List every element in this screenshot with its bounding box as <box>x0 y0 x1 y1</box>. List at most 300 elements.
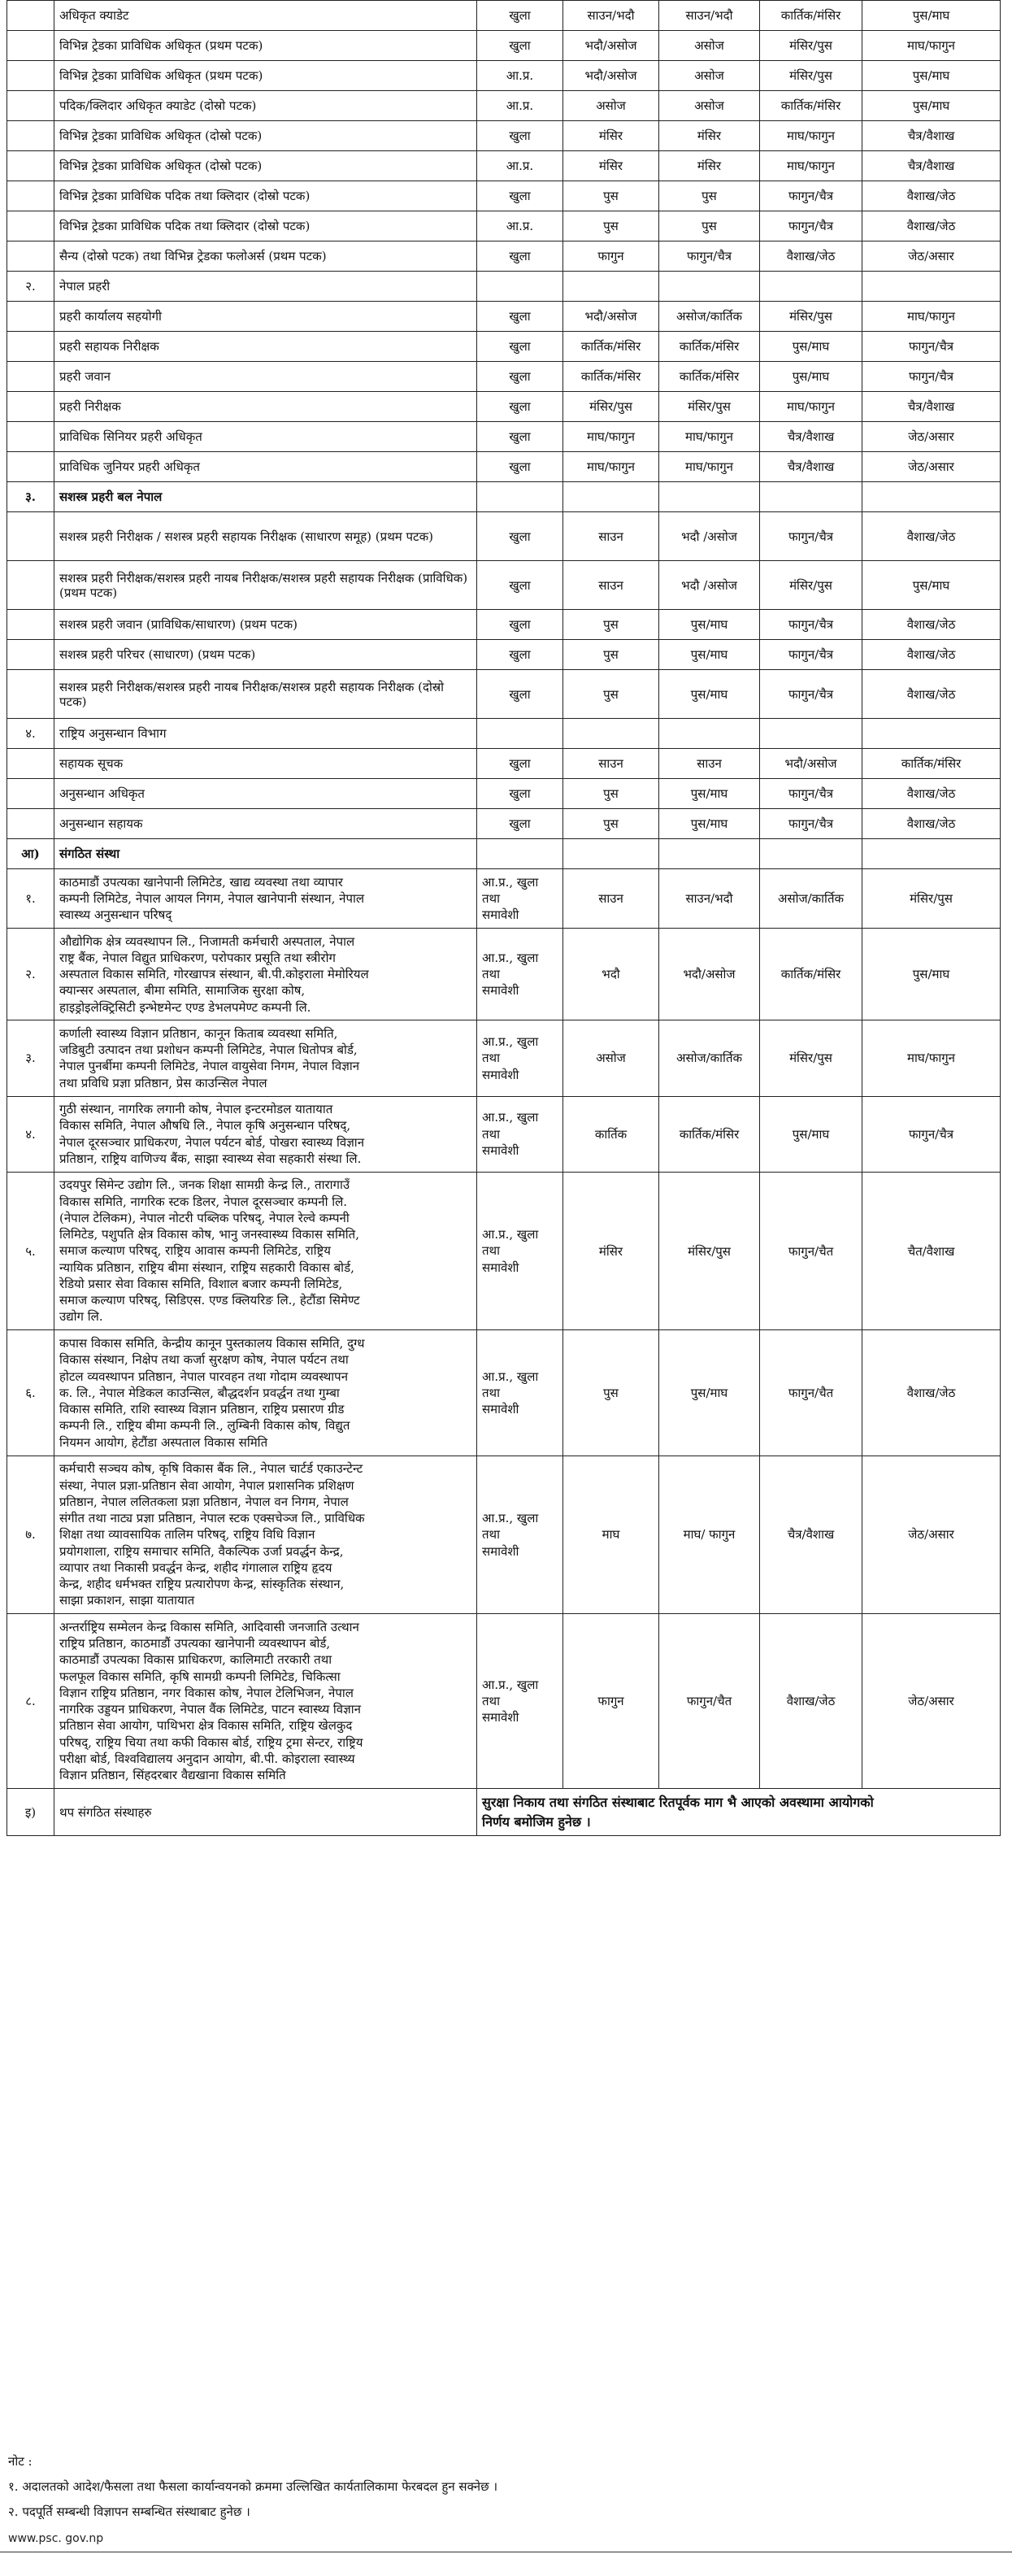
serial-cell <box>7 151 54 181</box>
schedule-cell-1: मंसिर <box>563 1172 659 1330</box>
schedule-cell-3: चैत्र/वैशाख <box>760 452 862 482</box>
schedule-cell-4: कार्तिक/मंसिर <box>862 749 1001 779</box>
note-item: २. पदपूर्ति सम्बन्धी विज्ञापन सम्बन्धित संस्थाबाट हुनेछ । <box>8 2504 250 2519</box>
competition-type-cell <box>477 869 563 929</box>
section-number: २. <box>7 272 54 302</box>
empty-cell <box>862 272 1001 302</box>
schedule-cell-3: मंसिर/पुस <box>760 31 862 61</box>
schedule-cell-2: माघ/फागुन <box>659 422 760 452</box>
competition-type-cell: खुला <box>477 809 563 839</box>
competition-type-line: तथा <box>482 967 501 982</box>
schedule-cell-1: मंसिर <box>563 121 659 151</box>
table-row <box>7 332 1001 362</box>
website-link[interactable]: www.psc. gov.np <box>8 2532 104 2545</box>
serial-cell <box>7 31 54 61</box>
organization-line: विकास समिति, राशि स्वास्थ्य विज्ञान प्रतिष्ठान, राष्ट्रिय प्रसारण ग्रीड <box>59 1402 345 1417</box>
organization-line: परीक्षा बोर्ड, विश्वविद्यालय अनुदान आयोग, बी.पी. कोइराला स्वास्थ्य <box>59 1751 355 1766</box>
schedule-cell-2: मंसिर <box>659 151 760 181</box>
organization-row <box>7 928 1001 1020</box>
schedule-cell-1: मंसिर <box>563 151 659 181</box>
schedule-cell-1: पुस <box>563 211 659 242</box>
schedule-cell-3: मंसिर/पुस <box>760 61 862 91</box>
schedule-cell-2: असोज <box>659 61 760 91</box>
section-number: इ) <box>7 1789 54 1836</box>
schedule-cell-3: पुस/माघ <box>760 1096 862 1172</box>
schedule-cell-4: पुस/माघ <box>862 61 1001 91</box>
organizations-cell <box>54 1456 477 1614</box>
organization-line: साझा प्रकाशन, साझा यातायात <box>59 1593 195 1608</box>
organization-row <box>7 1614 1001 1789</box>
schedule-cell-1: साउन/भदौ <box>563 1 659 31</box>
post-name-cell: सशस्त्र प्रहरी निरीक्षक/सशस्त्र प्रहरी नायब निरीक्षक/सशस्त्र प्रहरी सहायक निरीक्षक (प्राविधिक) (प्रथम पटक) <box>54 561 477 610</box>
schedule-cell-3: फागुन/चैत्र <box>760 610 862 640</box>
schedule-cell-1: भदौ/असोज <box>563 302 659 332</box>
competition-type-line: आ.प्र., खुला <box>482 1368 539 1384</box>
empty-cell <box>563 839 659 869</box>
schedule-cell-3: कार्तिक/मंसिर <box>760 928 862 1020</box>
serial-cell: ३. <box>7 1020 54 1096</box>
table-row <box>7 91 1001 121</box>
competition-type-cell <box>477 1456 563 1614</box>
competition-type-line: तथा <box>482 1126 501 1142</box>
section-number: आ) <box>7 839 54 869</box>
organization-line: विकास समिति, नेपाल औषधि लि., नेपाल कृषि अनुसन्धान परिषद्, <box>59 1118 351 1134</box>
schedule-cell-3: वैशाख/जेठ <box>760 1614 862 1789</box>
serial-cell <box>7 91 54 121</box>
schedule-cell-2: भदौ /असोज <box>659 561 760 610</box>
schedule-cell-2: फागुन/चैत <box>659 1614 760 1789</box>
organization-line: विज्ञान राष्ट्रिय प्रतिष्ठान, नगर विकास कोष, नेपाल टेलिभिजन, नेपाल <box>59 1685 354 1700</box>
organization-line: प्रतिष्ठान, नेपाल ललितकला प्रज्ञा प्रतिष्ठान, नेपाल वन निगम, नेपाल <box>59 1494 349 1509</box>
competition-type-line: तथा <box>482 1527 501 1543</box>
schedule-cell-2: असोज/कार्तिक <box>659 302 760 332</box>
organization-row <box>7 1096 1001 1172</box>
organization-line: नियमन आयोग, हेटौंडा अस्पताल विकास समिति <box>59 1434 268 1450</box>
competition-type-cell <box>477 1330 563 1456</box>
table-row <box>7 151 1001 181</box>
competition-type-cell: खुला <box>477 332 563 362</box>
schedule-cell-4: चैत्र/वैशाख <box>862 121 1001 151</box>
schedule-cell-2: पुस/माघ <box>659 610 760 640</box>
schedule-cell-3: भदौ/असोज <box>760 749 862 779</box>
serial-cell <box>7 809 54 839</box>
serial-cell <box>7 211 54 242</box>
competition-type-cell: आ.प्र. <box>477 61 563 91</box>
schedule-cell-2: असोज/कार्तिक <box>659 1020 760 1096</box>
competition-type-line: तथा <box>482 1051 501 1066</box>
schedule-cell-3: चैत्र/वैशाख <box>760 422 862 452</box>
section-title: सशस्त्र प्रहरी बल नेपाल <box>54 482 477 512</box>
organization-line: कम्पनी लिमिटेड, नेपाल आयल निगम, नेपाल खानेपानी संस्थान, नेपाल <box>59 890 365 906</box>
competition-type-cell: खुला <box>477 512 563 561</box>
competition-type-line: समावेशी <box>482 983 519 999</box>
schedule-cell-1: साउन <box>563 561 659 610</box>
schedule-cell-2: माघ/फागुन <box>659 452 760 482</box>
organization-line: नेपाल पुनर्बीमा कम्पनी लिमिटेड, नेपाल वायुसेवा निगम, नेपाल विज्ञान <box>59 1059 360 1074</box>
schedule-cell-3: माघ/फागुन <box>760 121 862 151</box>
table-row <box>7 211 1001 242</box>
organization-line: नागरिक उड्डयन प्राधिकरण, नेपाल वैंक लिमिटेड, पाटन स्वास्थ्य विज्ञान <box>59 1702 361 1717</box>
competition-type-line: समावेशी <box>482 1142 519 1158</box>
post-name-cell: प्राविधिक सिनियर प्रहरी अधिकृत <box>54 422 477 452</box>
serial-cell <box>7 640 54 670</box>
serial-cell <box>7 512 54 561</box>
organization-line: न्यायिक प्रतिष्ठान, राष्ट्रिय बीमा संस्थान, राष्ट्रिय सहकारी विकास बोर्ड, <box>59 1260 354 1275</box>
schedule-cell-3: कार्तिक/मंसिर <box>760 1 862 31</box>
organization-line: उदयपुर सिमेन्ट उद्योग लि., जनक शिक्षा सामग्री केन्द्र लि., तारागाउँ <box>59 1177 350 1193</box>
empty-cell <box>760 482 862 512</box>
post-name-cell: प्रहरी निरीक्षक <box>54 392 477 422</box>
schedule-cell-4: जेठ/असार <box>862 1614 1001 1789</box>
schedule-cell-2: पुस/माघ <box>659 809 760 839</box>
schedule-cell-2: साउन/भदौ <box>659 1 760 31</box>
organization-line: काठमाडौं उपत्यका विकास प्राधिकरण, कालिमाटी तरकारी तथा <box>59 1652 332 1668</box>
post-name-cell: विभिन्न ट्रेडका प्राविधिक अधिकृत (प्रथम पटक) <box>54 61 477 91</box>
section-header-row <box>7 719 1001 749</box>
schedule-cell-4: माघ/फागुन <box>862 1020 1001 1096</box>
organization-line: कपास विकास समिति, केन्द्रीय कानून पुस्तकालय विकास समिति, दुग्ध <box>59 1336 365 1351</box>
schedule-cell-3: फागुन/चैत <box>760 1330 862 1456</box>
organization-line: विकास समिति, नागरिक स्टक डिलर, नेपाल दूरसञ्चार कम्पनी लि. <box>59 1194 348 1209</box>
schedule-cell-1: पुस <box>563 779 659 809</box>
competition-type-cell <box>477 928 563 1020</box>
competition-type-cell <box>477 1614 563 1789</box>
organization-line: लिमिटेड, पशुपति क्षेत्र विकास कोष, भानु जनस्वास्थ्य विकास समिति, <box>59 1227 359 1242</box>
serial-cell <box>7 452 54 482</box>
schedule-cell-1: पुस <box>563 610 659 640</box>
note-item: १. अदालतको आदेश/फैसला तथा फैसला कार्यान्वयनको क्रममा उल्लिखित कार्यतालिकामा फेरबदल हुन सक्नेछ । <box>8 2478 498 2494</box>
competition-type-line: तथा <box>482 1385 501 1400</box>
organization-row <box>7 1456 1001 1614</box>
schedule-cell-1: पुस <box>563 640 659 670</box>
schedule-cell-2: असोज <box>659 31 760 61</box>
table-row <box>7 610 1001 640</box>
serial-cell <box>7 749 54 779</box>
organizations-cell <box>54 869 477 929</box>
schedule-cell-1: साउन <box>563 749 659 779</box>
schedule-cell-4: वैशाख/जेठ <box>862 809 1001 839</box>
serial-cell: ७. <box>7 1456 54 1614</box>
competition-type-cell: खुला <box>477 392 563 422</box>
schedule-cell-4: चैत्र/वैशाख <box>862 151 1001 181</box>
post-name-cell: विभिन्न ट्रेडका प्राविधिक अधिकृत (दोस्रो पटक) <box>54 121 477 151</box>
competition-type-line: तथा <box>482 1243 501 1259</box>
schedule-cell-3: मंसिर/पुस <box>760 561 862 610</box>
serial-cell <box>7 302 54 332</box>
schedule-cell-2: असोज <box>659 91 760 121</box>
schedule-cell-4: वैशाख/जेठ <box>862 640 1001 670</box>
competition-type-line: समावेशी <box>482 1260 519 1275</box>
section-header-row <box>7 272 1001 302</box>
competition-type-cell: खुला <box>477 242 563 272</box>
organization-line: समाज कल्याण परिषद्, राष्ट्रिय आवास कम्पनी लिमिटेड, राष्ट्रिय <box>59 1243 331 1259</box>
organization-line: क्यान्सर अस्पताल, बीमा समिति, सामाजिक सुरक्षा कोष, <box>59 983 306 999</box>
organization-line: अन्तर्राष्ट्रिय सम्मेलन केन्द्र विकास समिति, आदिवासी जनजाति उत्थान <box>59 1619 359 1634</box>
table-row <box>7 302 1001 332</box>
schedule-cell-1: भदौ/असोज <box>563 61 659 91</box>
table-row <box>7 422 1001 452</box>
organization-line: प्रतिष्ठान सेवा आयोग, पाथिभरा क्षेत्र विकास समिति, राष्ट्रिय खेलकुद <box>59 1718 353 1734</box>
section-title: थप संगठित संस्थाहरु <box>54 1789 477 1836</box>
table-row <box>7 670 1001 719</box>
schedule-cell-3: पुस/माघ <box>760 362 862 392</box>
organization-line: कर्णाली स्वास्थ्य विज्ञान प्रतिष्ठान, कानून किताब व्यवस्था समिति, <box>59 1025 338 1041</box>
competition-type-line: आ.प्र., खुला <box>482 950 539 965</box>
schedule-cell-2: पुस <box>659 211 760 242</box>
schedule-cell-1: पुस <box>563 809 659 839</box>
competition-type-cell: खुला <box>477 561 563 610</box>
organizations-cell <box>54 1330 477 1456</box>
schedule-cell-3: फागुन/चैत्र <box>760 512 862 561</box>
post-name-cell: सहायक सूचक <box>54 749 477 779</box>
competition-type-line: तथा <box>482 890 501 906</box>
organization-line: अस्पताल विकास समिति, गोरखापत्र संस्थान, बी.पी.कोइराला मेमोरियल <box>59 967 369 982</box>
empty-cell <box>862 719 1001 749</box>
schedule-cell-2: मंसिर/पुस <box>659 1172 760 1330</box>
competition-type-cell: खुला <box>477 670 563 719</box>
table-row <box>7 181 1001 211</box>
table-row <box>7 362 1001 392</box>
organization-line: औद्योगिक क्षेत्र व्यवस्थापन लि., निजामती कर्मचारी अस्पताल, नेपाल <box>59 933 355 949</box>
competition-type-cell <box>477 1096 563 1172</box>
competition-type-cell <box>477 1172 563 1330</box>
competition-type-cell: खुला <box>477 121 563 151</box>
organization-line: परिषद्, राष्ट्रिय चिया तथा कफी विकास बोर्ड, राष्ट्रिय ट्रमा सेन्टर, राष्ट्रिय <box>59 1734 363 1750</box>
schedule-cell-3: पुस/माघ <box>760 332 862 362</box>
organization-line: व्यापार तथा निकासी प्रवर्द्धन केन्द्र, शहीद गंगालाल राष्ट्रिय हृदय <box>59 1560 332 1575</box>
competition-type-cell: खुला <box>477 779 563 809</box>
schedule-cell-3: फागुन/चैत्र <box>760 809 862 839</box>
serial-cell <box>7 61 54 91</box>
post-name-cell: अनुसन्धान सहायक <box>54 809 477 839</box>
table-row <box>7 1 1001 31</box>
competition-type-cell: खुला <box>477 302 563 332</box>
competition-type-line: समावेशी <box>482 1402 519 1417</box>
organization-line: विकास संस्थान, निक्षेप तथा कर्जा सुरक्षण कोष, नेपाल पर्यटन तथा <box>59 1352 349 1368</box>
schedule-cell-3: कार्तिक/मंसिर <box>760 91 862 121</box>
section-number: ३. <box>7 482 54 512</box>
post-name-cell: सशस्त्र प्रहरी निरीक्षक / सशस्त्र प्रहरी सहायक निरीक्षक (साधारण समूह) (प्रथम पटक) <box>54 512 477 561</box>
table-row <box>7 31 1001 61</box>
competition-type-cell: खुला <box>477 749 563 779</box>
empty-cell <box>760 719 862 749</box>
section-title: संगठित संस्था <box>54 839 477 869</box>
serial-cell <box>7 242 54 272</box>
serial-cell <box>7 181 54 211</box>
organization-line: समाज कल्याण परिषद्, सिडिएस. एण्ड क्लियरिङ लि., हेटौंडा सिमेण्ट <box>59 1293 360 1308</box>
schedule-cell-1: साउन <box>563 512 659 561</box>
post-name-cell: सशस्त्र प्रहरी निरीक्षक/सशस्त्र प्रहरी नायब निरीक्षक/सशस्त्र प्रहरी सहायक निरीक्षक (दोस्रो पटक) <box>54 670 477 719</box>
schedule-cell-2: कार्तिक/मंसिर <box>659 332 760 362</box>
schedule-cell-4: वैशाख/जेठ <box>862 779 1001 809</box>
empty-cell <box>477 272 563 302</box>
organization-line: संस्था, नेपाल प्रज्ञा-प्रतिष्ठान सेवा आयोग, नेपाल प्रशासनिक प्रशिक्षण <box>59 1477 354 1493</box>
schedule-cell-3: फागुन/चैत्र <box>760 779 862 809</box>
post-name-cell: प्रहरी जवान <box>54 362 477 392</box>
post-name-cell: पदिक/क्लिदार अधिकृत क्याडेट (दोस्रो पटक) <box>54 91 477 121</box>
organization-line: नेपाल दूरसञ्चार प्राधिकरण, नेपाल पर्यटन बोर्ड, पोखरा स्वास्थ्य विज्ञान <box>59 1134 365 1150</box>
table-row <box>7 61 1001 91</box>
empty-cell <box>862 482 1001 512</box>
table-row <box>7 561 1001 610</box>
serial-cell <box>7 1 54 31</box>
table-row <box>7 242 1001 272</box>
schedule-cell-4: चैत/वैशाख <box>862 1172 1001 1330</box>
serial-cell <box>7 670 54 719</box>
organization-row <box>7 1020 1001 1096</box>
section-number: ४. <box>7 719 54 749</box>
note-line: निर्णय बमोजिम हुनेछ । <box>482 1813 591 1830</box>
schedule-cell-1: फागुन <box>563 1614 659 1789</box>
schedule-cell-1: पुस <box>563 1330 659 1456</box>
schedule-cell-1: पुस <box>563 181 659 211</box>
competition-type-cell: खुला <box>477 640 563 670</box>
organizations-cell <box>54 1172 477 1330</box>
table-row <box>7 749 1001 779</box>
schedule-sheet <box>7 0 1005 1836</box>
empty-cell <box>659 482 760 512</box>
organizations-cell <box>54 1614 477 1789</box>
schedule-cell-2: माघ/ फागुन <box>659 1456 760 1614</box>
competition-type-line: आ.प्र., खुला <box>482 1677 539 1692</box>
serial-cell <box>7 332 54 362</box>
exam-schedule-table <box>7 0 1001 1836</box>
organization-line: फलफूल विकास समिति, कृषि सामग्री कम्पनी लिमिटेड, चिकित्सा <box>59 1669 341 1684</box>
competition-type-cell: खुला <box>477 362 563 392</box>
serial-cell: २. <box>7 928 54 1020</box>
empty-cell <box>862 839 1001 869</box>
table-row <box>7 121 1001 151</box>
schedule-cell-4: वैशाख/जेठ <box>862 211 1001 242</box>
competition-type-line: समावेशी <box>482 1067 519 1082</box>
schedule-cell-3: फागुन/चैत <box>760 1172 862 1330</box>
table-row <box>7 512 1001 561</box>
table-row <box>7 779 1001 809</box>
organization-line: तथा प्रविधि प्रज्ञा प्रतिष्ठान, प्रेस काउन्सिल नेपाल <box>59 1075 267 1090</box>
schedule-cell-4: मंसिर/पुस <box>862 869 1001 929</box>
schedule-cell-2: मंसिर <box>659 121 760 151</box>
competition-type-cell: खुला <box>477 31 563 61</box>
schedule-cell-1: साउन <box>563 869 659 929</box>
schedule-cell-4: माघ/फागुन <box>862 31 1001 61</box>
schedule-cell-4: पुस/माघ <box>862 91 1001 121</box>
post-name-cell: सैन्य (दोस्रो पटक) तथा विभिन्न ट्रेडका फलोअर्स (प्रथम पटक) <box>54 242 477 272</box>
schedule-cell-1: कार्तिक/मंसिर <box>563 332 659 362</box>
organizations-cell <box>54 1020 477 1096</box>
empty-cell <box>477 839 563 869</box>
schedule-cell-2: पुस/माघ <box>659 670 760 719</box>
schedule-cell-1: भदौ/असोज <box>563 31 659 61</box>
schedule-cell-1: असोज <box>563 1020 659 1096</box>
competition-type-line: आ.प्र., खुला <box>482 1227 539 1242</box>
notes-block <box>8 2449 984 2524</box>
schedule-cell-4: वैशाख/जेठ <box>862 670 1001 719</box>
organization-line: राष्ट्रिय प्रतिष्ठान, काठमाडौं उपत्यका खानेपानी व्यवस्थापन बोर्ड, <box>59 1636 331 1651</box>
schedule-cell-4: जेठ/असार <box>862 242 1001 272</box>
empty-cell <box>659 272 760 302</box>
competition-type-line: आ.प्र., खुला <box>482 1034 539 1050</box>
schedule-cell-2: साउन/भदौ <box>659 869 760 929</box>
schedule-cell-4: जेठ/असार <box>862 422 1001 452</box>
schedule-cell-2: पुस/माघ <box>659 1330 760 1456</box>
notes-heading: नोट : <box>8 2454 33 2469</box>
schedule-cell-4: पुस/माघ <box>862 928 1001 1020</box>
competition-type-line: तथा <box>482 1694 501 1709</box>
schedule-cell-4: वैशाख/जेठ <box>862 181 1001 211</box>
organization-line: प्रयोगशाला, राष्ट्रिय समाचार समिति, वैकल्पिक उर्जा प्रवर्द्धन केन्द्र, <box>59 1543 344 1559</box>
post-name-cell: प्रहरी कार्यालय सहयोगी <box>54 302 477 332</box>
organization-line: कम्पनी लि., राष्ट्रिय बीमा कम्पनी लि., लुम्बिनी विकास कोष, विद्युत <box>59 1418 350 1434</box>
serial-cell <box>7 422 54 452</box>
post-name-cell: विभिन्न ट्रेडका प्राविधिक अधिकृत (दोस्रो पटक) <box>54 151 477 181</box>
post-name-cell: विभिन्न ट्रेडका प्राविधिक अधिकृत (प्रथम पटक) <box>54 31 477 61</box>
organization-line: राष्ट्र बैंक, नेपाल विद्युत प्राधिकरण, परोपकार प्रसूति तथा स्त्रीरोग <box>59 950 336 965</box>
competition-type-cell: आ.प्र. <box>477 151 563 181</box>
serial-cell: ५. <box>7 1172 54 1330</box>
organization-line: संगीत तथा नाट्य प्रज्ञा प्रतिष्ठान, नेपाल स्टक एक्सचेञ्ज लि., प्राविधिक <box>59 1511 365 1526</box>
organizations-cell <box>54 1096 477 1172</box>
table-row <box>7 452 1001 482</box>
organizations-cell <box>54 928 477 1020</box>
organization-line: होटल व्यवस्थापन प्रतिष्ठान, नेपाल पारवहन तथा गोदाम व्यवस्थापन <box>59 1368 349 1384</box>
competition-type-cell: खुला <box>477 452 563 482</box>
schedule-cell-4: फागुन/चैत्र <box>862 332 1001 362</box>
schedule-cell-3: फागुन/चैत्र <box>760 640 862 670</box>
schedule-cell-3: फागुन/चैत्र <box>760 670 862 719</box>
post-name-cell: सशस्त्र प्रहरी जवान (प्राविधिक/साधारण) (प्रथम पटक) <box>54 610 477 640</box>
competition-type-cell: खुला <box>477 181 563 211</box>
additional-organizations-row <box>7 1789 1001 1836</box>
organization-line: जडिबुटी उत्पादन तथा प्रशोधन कम्पनी लिमिटेड, नेपाल धितोपत्र बोर्ड, <box>59 1042 358 1058</box>
schedule-cell-3: माघ/फागुन <box>760 392 862 422</box>
competition-type-cell: आ.प्र. <box>477 211 563 242</box>
post-name-cell: अनुसन्धान अधिकृत <box>54 779 477 809</box>
schedule-cell-2: कार्तिक/मंसिर <box>659 1096 760 1172</box>
serial-cell <box>7 561 54 610</box>
organization-line: गुठी संस्थान, नागरिक लगानी कोष, नेपाल इन्टरमोडल यातायात <box>59 1102 333 1117</box>
serial-cell <box>7 121 54 151</box>
organization-line: प्रतिष्ठान, राष्ट्रिय वाणिज्य बैंक, साझा स्वास्थ्य सेवा सहकारी संस्था लि. <box>59 1151 362 1166</box>
organization-row <box>7 869 1001 929</box>
serial-cell: १. <box>7 869 54 929</box>
post-name-cell: अधिकृत क्याडेट <box>54 1 477 31</box>
empty-cell <box>563 482 659 512</box>
schedule-cell-1: कार्तिक/मंसिर <box>563 362 659 392</box>
competition-type-line: आ.प्र., खुला <box>482 1110 539 1125</box>
serial-cell <box>7 392 54 422</box>
schedule-cell-4: पुस/माघ <box>862 1 1001 31</box>
organization-line: उद्योग लि. <box>59 1309 103 1325</box>
post-name-cell: विभिन्न ट्रेडका प्राविधिक पदिक तथा क्लिदार (दोस्रो पटक) <box>54 181 477 211</box>
serial-cell: ४. <box>7 1096 54 1172</box>
schedule-cell-2: मंसिर/पुस <box>659 392 760 422</box>
serial-cell: ८. <box>7 1614 54 1789</box>
schedule-cell-1: असोज <box>563 91 659 121</box>
schedule-cell-3: फागुन/चैत्र <box>760 211 862 242</box>
schedule-cell-3: मंसिर/पुस <box>760 1020 862 1096</box>
schedule-cell-1: पुस <box>563 670 659 719</box>
empty-cell <box>760 272 862 302</box>
organization-line: हाइड्रोइलेक्ट्रिसिटी इन्भेष्टमेन्ट एण्ड डेभलपमेण्ट कम्पनी लि. <box>59 999 311 1015</box>
schedule-cell-4: माघ/फागुन <box>862 302 1001 332</box>
competition-type-cell: खुला <box>477 1 563 31</box>
empty-cell <box>659 719 760 749</box>
serial-cell <box>7 610 54 640</box>
schedule-cell-4: चैत्र/वैशाख <box>862 392 1001 422</box>
schedule-cell-4: वैशाख/जेठ <box>862 1330 1001 1456</box>
schedule-cell-3: असोज/कार्तिक <box>760 869 862 929</box>
empty-cell <box>659 839 760 869</box>
